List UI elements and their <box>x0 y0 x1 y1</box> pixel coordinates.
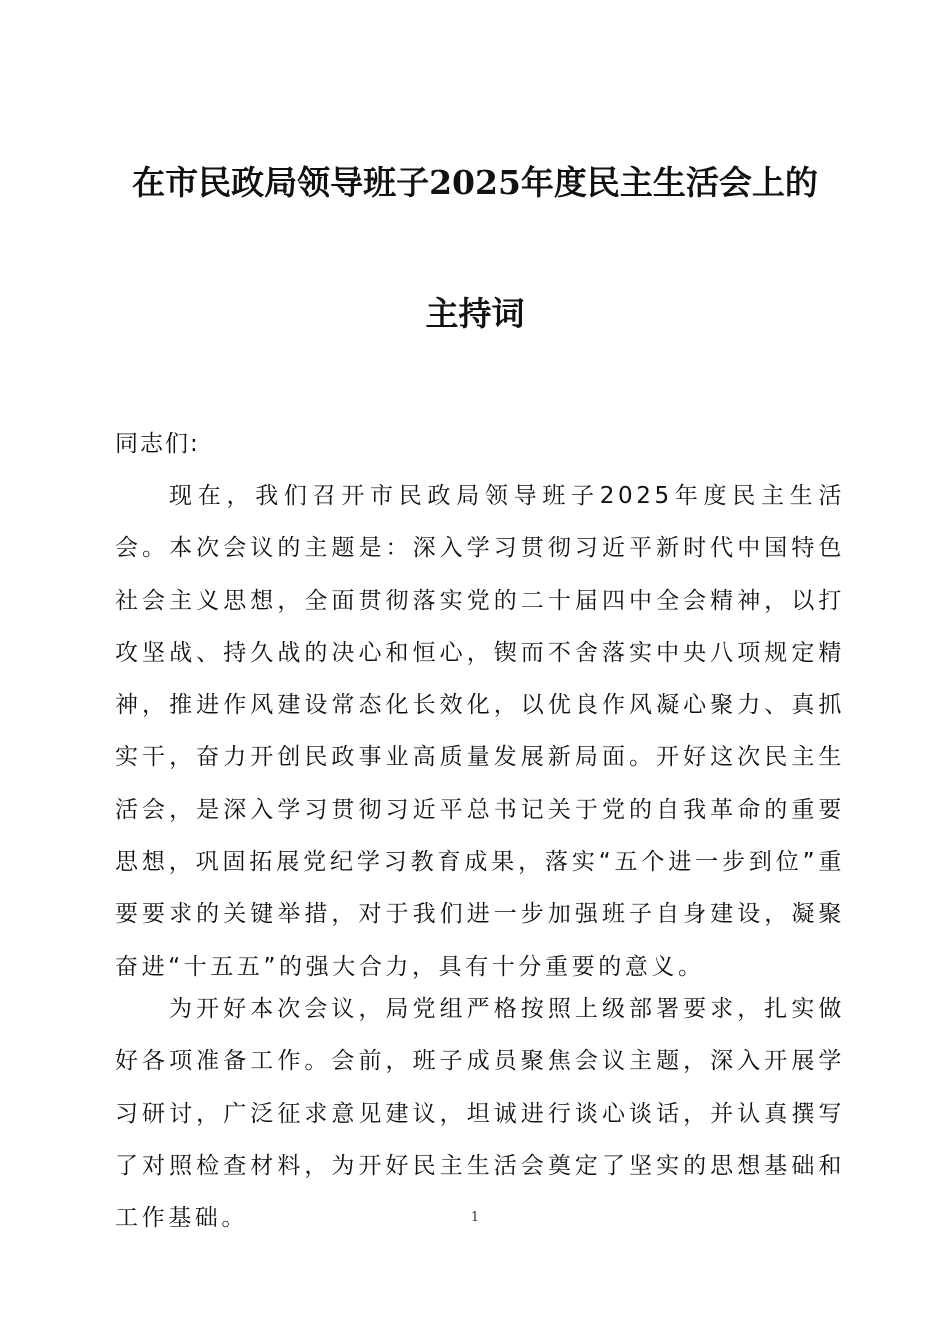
body-paragraph-1: 现在，我们召开市民政局领导班子2025年度民主生活会。本次会议的主题是：深入学习贯彻习近平新时代中国特色社会主义思想，全面贯彻落实党的二十届四中全会精神，以打攻坚战、持久战的决心和恒心，锲而不舍落实中央八项规定精神，推进作风建设常态化长效化，以优良作风凝心聚力、真抓实干，奋力开创民政事业高质量发展新局面。开好这次民主生活会，是深入学习贯彻习近平总书记关于党的自我革命的重要思想，巩固拓展党纪学习教育成果，落实“五个进一步到位”重要要求的关键举措，对于我们进一步加强班子自身建设，凝聚奋进“十五五”的强大合力，具有十分重要的意义。 <box>115 483 845 980</box>
body-paragraph-2-container <box>115 983 845 1244</box>
document-title-line-1: 在市民政局领导班子2025年度民主生活会上的 <box>132 163 818 202</box>
body-paragraph-1-container <box>115 470 845 993</box>
page-number: 1 <box>470 1210 480 1225</box>
body-paragraph-2: 为开好本次会议，局党组严格按照上级部署要求，扎实做好各项准备工作。会前，班子成员聚焦会议主题，深入开展学习研讨，广泛征求意见建议，坦诚进行谈心谈话，并认真撰写了对照检查材料，为开好民主生活会奠定了坚实的思想基础和工作基础。 <box>115 996 845 1232</box>
salutation: 同志们: <box>115 431 200 457</box>
document-title-line-2: 主持词 <box>425 294 525 333</box>
